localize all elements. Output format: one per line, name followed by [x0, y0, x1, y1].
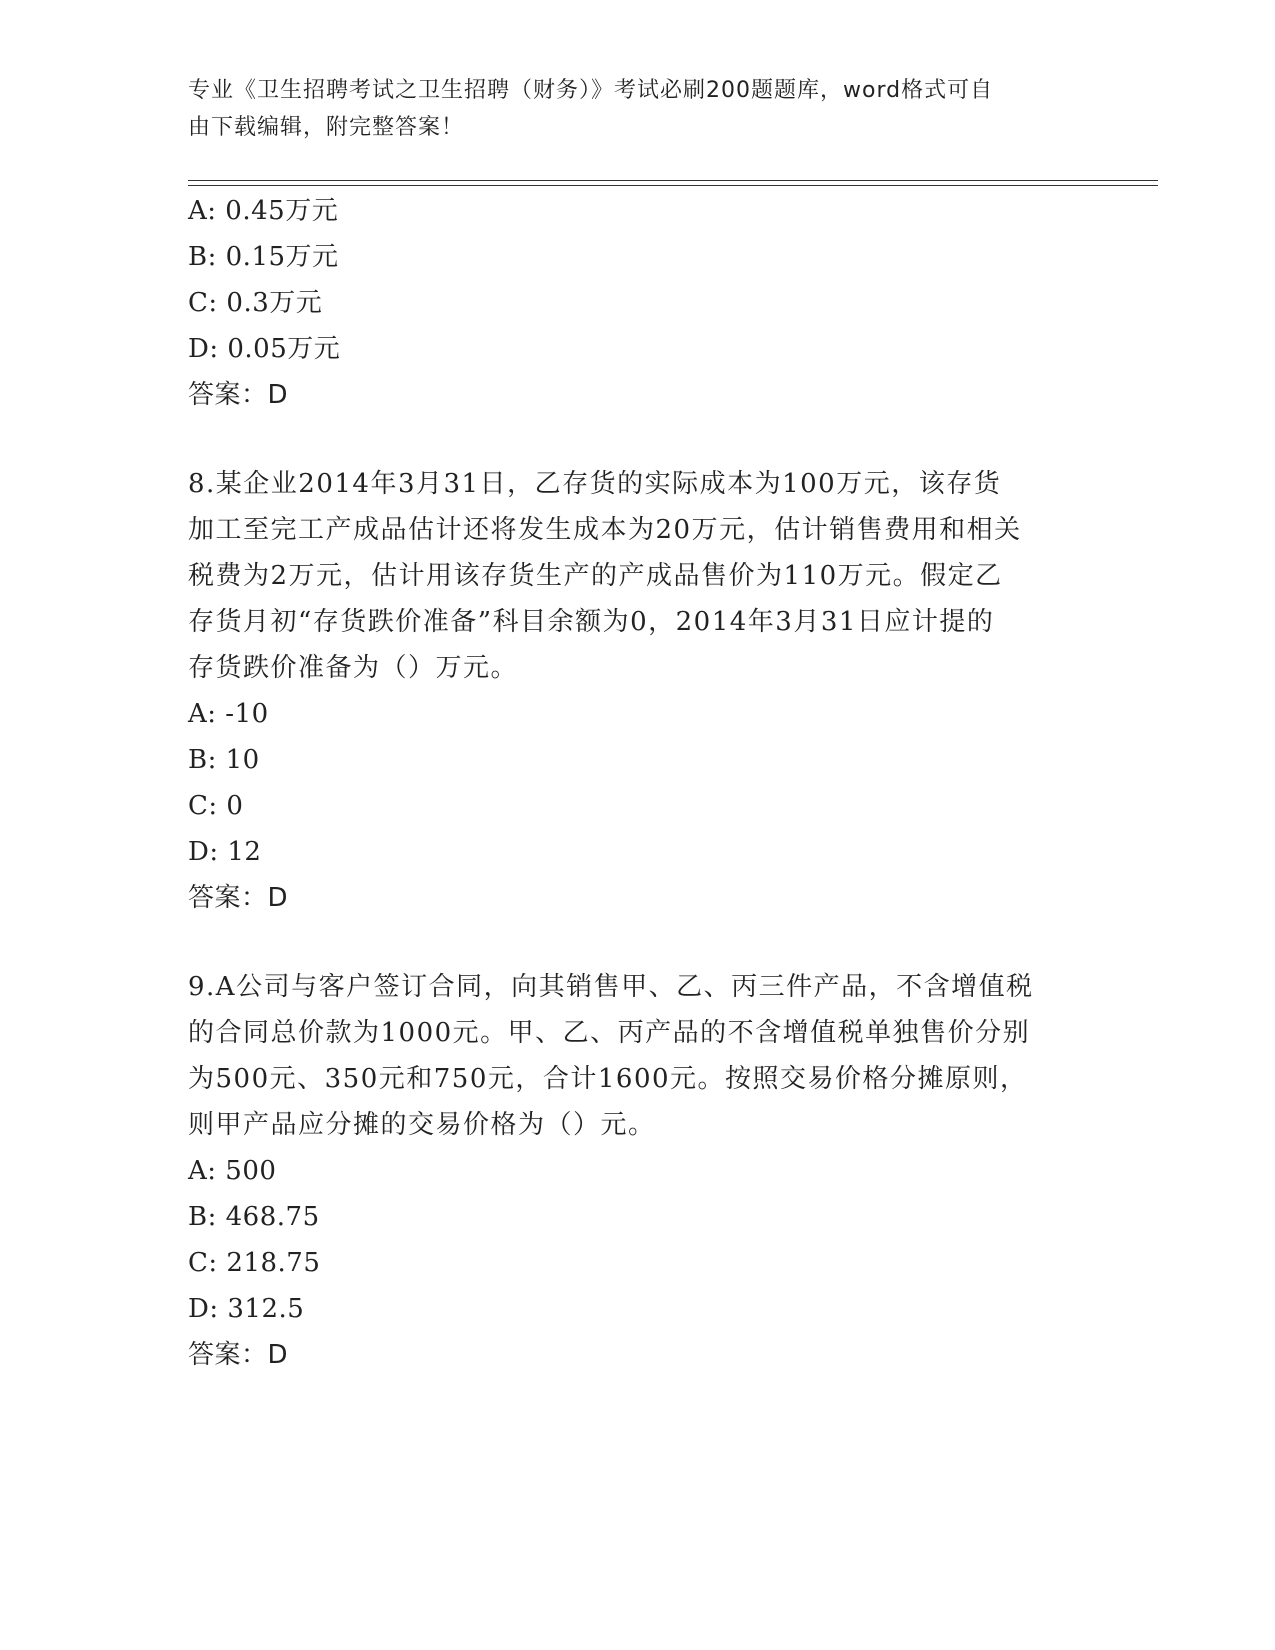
stem-line: 存货月初“存货跌价准备”科目余额为0，2014年3月31日应计提的: [188, 607, 995, 637]
question-8: [188, 461, 1088, 921]
option-d: D: 12: [188, 837, 262, 867]
document-body: [188, 188, 1088, 1378]
stem-line: 9.A公司与客户签订合同，向其销售甲、乙、丙三件产品，不含增值税: [188, 972, 1034, 1002]
stem-line: 税费为2万元，估计用该存货生产的产成品售价为110万元。假定乙: [188, 561, 1003, 591]
option-d: D: 0.05万元: [188, 334, 341, 364]
option-a: A: 500: [188, 1156, 277, 1186]
answer-line: 答案：D: [188, 380, 289, 410]
option-d: D: 312.5: [188, 1294, 305, 1324]
header-line-2: 由下载编辑，附完整答案！: [188, 115, 465, 140]
question-9: [188, 964, 1088, 1378]
stem-line: 8.某企业2014年3月31日，乙存货的实际成本为100万元，该存货: [188, 469, 1002, 499]
option-b: B: 10: [188, 745, 260, 775]
header-divider-bottom: [188, 185, 1158, 186]
option-c: C: 0.3万元: [188, 288, 323, 318]
spacer: [188, 921, 1088, 964]
document-header: [188, 72, 1068, 146]
question-7: [188, 188, 1088, 418]
header-divider-top: [188, 180, 1158, 181]
spacer: [188, 418, 1088, 461]
stem-line: 的合同总价款为1000元。甲、乙、丙产品的不含增值税单独售价分别: [188, 1018, 1031, 1048]
stem-line: 为500元、350元和750元，合计1600元。按照交易价格分摊原则，: [188, 1064, 1028, 1094]
stem-line: 则甲产品应分摊的交易价格为（）元。: [188, 1110, 656, 1140]
answer-line: 答案：D: [188, 1340, 289, 1370]
answer-line: 答案：D: [188, 883, 289, 913]
question-stem: [188, 461, 1088, 691]
option-a: A: -10: [188, 699, 269, 729]
header-line-1: 专业《卫生招聘考试之卫生招聘（财务）》考试必刷200题题库，word格式可自: [188, 78, 994, 103]
option-a: A: 0.45万元: [188, 196, 339, 226]
question-stem: [188, 964, 1088, 1148]
stem-line: 加工至完工产成品估计还将发生成本为20万元，估计销售费用和相关: [188, 515, 1022, 545]
option-c: C: 218.75: [188, 1248, 321, 1278]
option-b: B: 468.75: [188, 1202, 320, 1232]
option-b: B: 0.15万元: [188, 242, 339, 272]
option-c: C: 0: [188, 791, 244, 821]
stem-line: 存货跌价准备为（）万元。: [188, 653, 519, 683]
